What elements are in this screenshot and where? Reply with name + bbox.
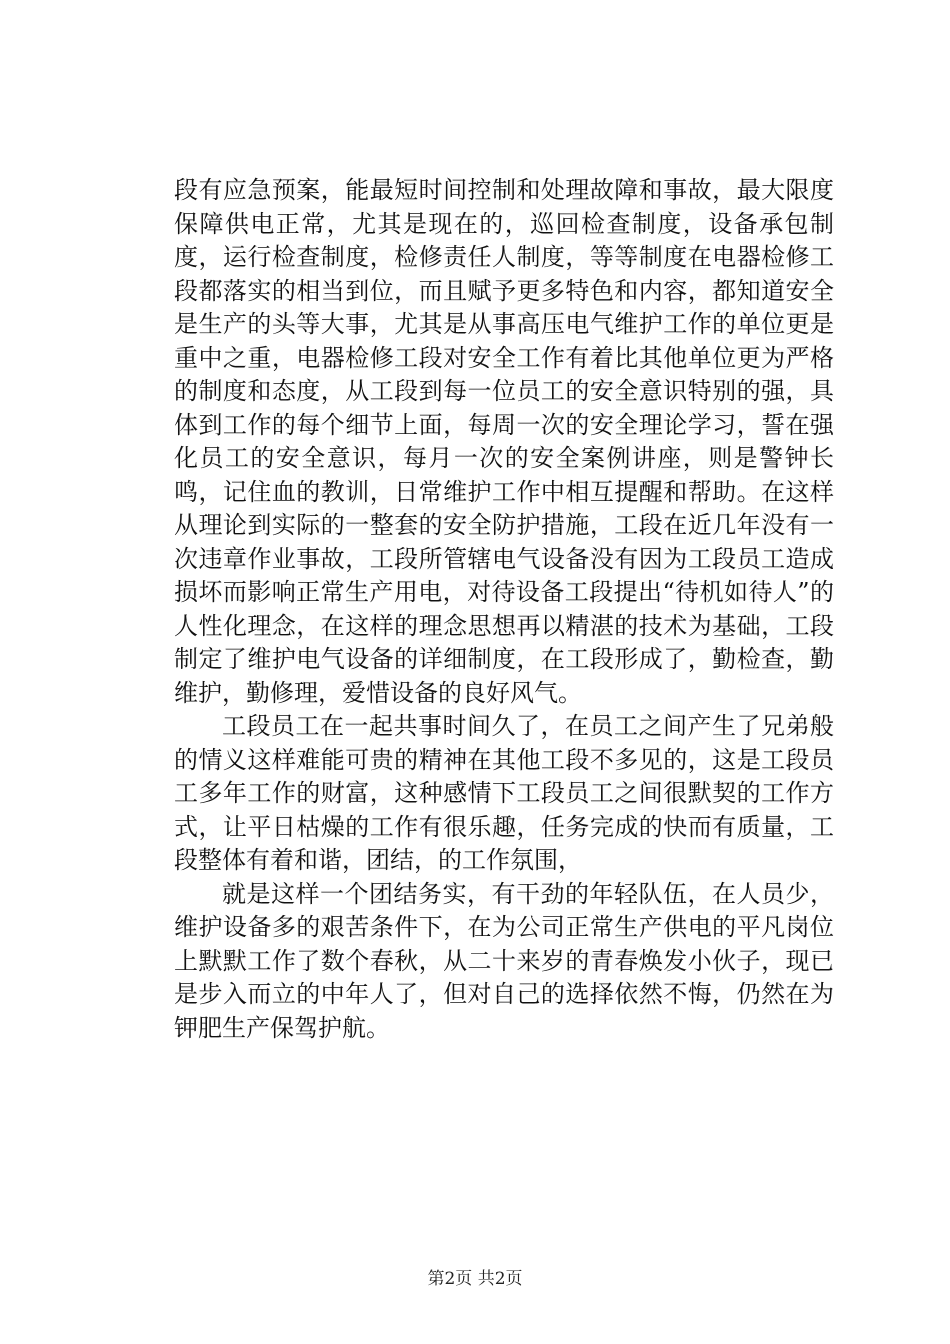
paragraph-continuation: 段有应急预案，能最短时间控制和处理故障和事故，最大限度保障供电正常，尤其是现在的，巡回检查制度，设备承包制度，运行检查制度，检修责任人制度，等等制度在电器检修工段都落实的相当到位，而且赋予更多特色和内容，都知道安全是生产的头等大事，尤其是从事高压电气维护工作的单位更是重中之重，电器检修工段对安全工作有着比其他单位更为严格的制度和态度，从工段到每一位员工的安全意识特别的强，具体到工作的每个细节上面，每周一次的安全理论学习，誓在强化员工的安全意识，每月一次的安全案例讲座，则是警钟长鸣，记住血的教训，日常维护工作中相互提醒和帮助。在这样从理论到实际的一整套的安全防护措施，工段在近几年没有一次违章作业事故，工段所管辖电气设备没有因为工段员工造成损坏而影响正常生产用电，对待设备工段提出“待机如待人”的人性化理念，在这样的理念思想再以精湛的技术为基础，工段制定了维护电气设备的详细制度，在工段形成了，勤检查，勤维护，勤修理，爱惜设备的良好风气。 [174,176,834,707]
document-body [174,174,834,1045]
page-number-footer: 第2页 共2页 [427,1269,523,1289]
paragraph-team-spirit: 工段员工在一起共事时间久了，在员工之间产生了兄弟般的情义这样难能可贵的精神在其他工段不多见的，这是工段员工多年工作的财富，这种感情下工段员工之间很默契的工作方式，让平日枯燥的工作有很乐趣，任务完成的快而有质量，工段整体有着和谐，团结，的工作氛围， [174,712,834,874]
paragraph-conclusion: 就是这样一个团结务实，有干劲的年轻队伍，在人员少，维护设备多的艰苦条件下，在为公司正常生产供电的平凡岗位上默默工作了数个春秋，从二十来岁的青春焕发小伙子，现已是步入而立的中年人了，但对自己的选择依然不悔，仍然在为钾肥生产保驾护航。 [174,879,834,1042]
